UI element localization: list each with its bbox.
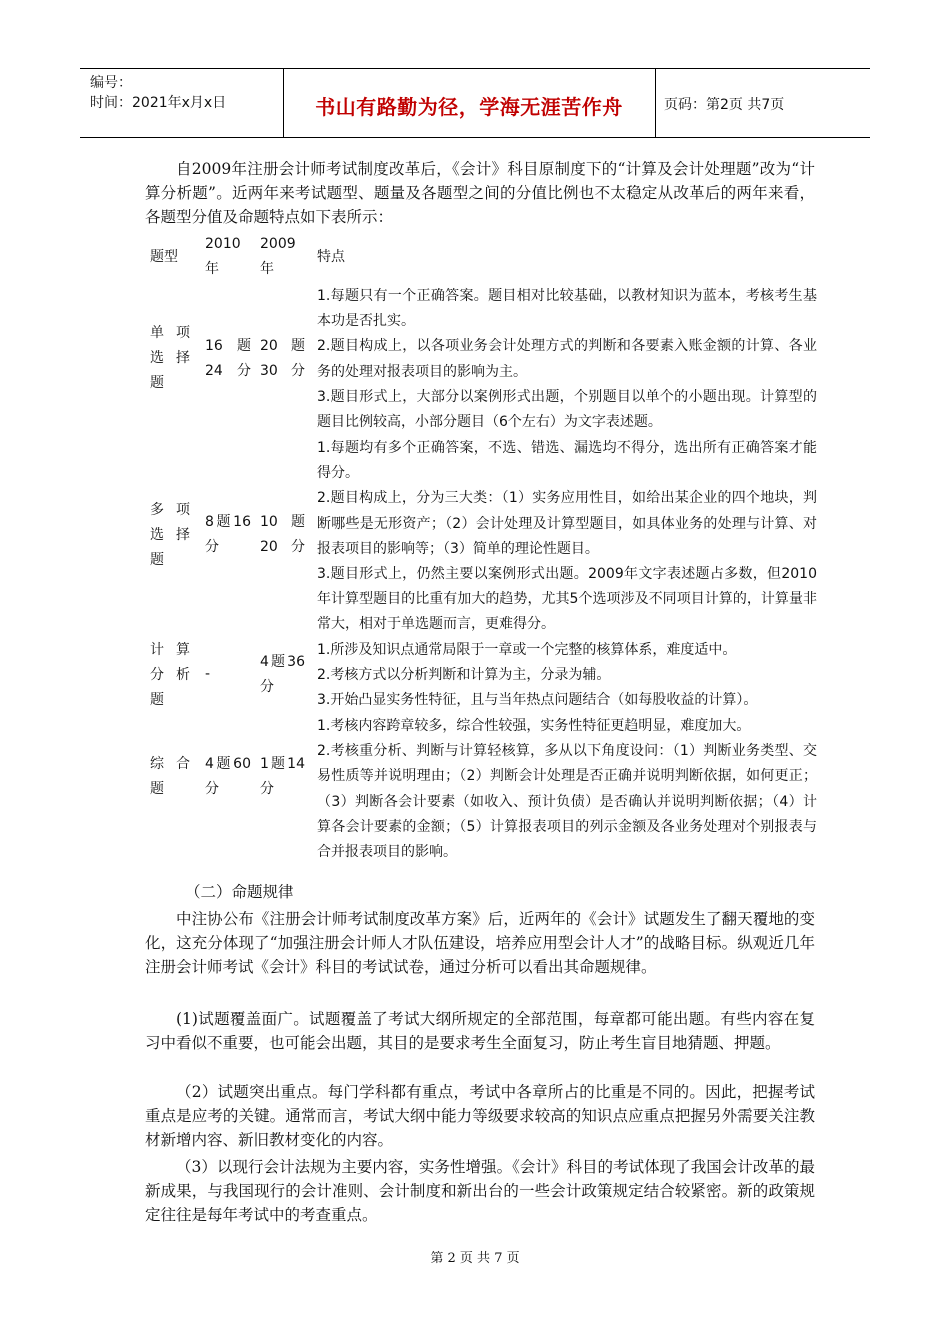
row-2010-value: 16题24分: [205, 338, 251, 379]
row-features: [317, 284, 817, 435]
feature-item: 1.每题只有一个正确答案。题目相对比较基础，以教材知识为蓝本，考核考生基本功是否扎实。: [317, 288, 817, 330]
feature-item: 2.考核方式以分析判断和计算为主，分录为辅。: [317, 667, 611, 684]
table-header-type: 题型: [150, 249, 178, 265]
intro-paragraph: 自2009年注册会计师考试制度改革后，《会计》科目原制度下的“计算及会计处理题”改为“计算分析题”。近两年来考试题型、题量及各题型之间的分值比例也不太稳定从改革后的两年来看，各题型分值及命题特点如下表所示：: [145, 160, 815, 226]
section-title: （二）命题规律: [185, 883, 294, 901]
body-paragraph: （3）以现行会计法规为主要内容，实务性增强。《会计》科目的考试体现了我国会计改革的最新成果，与我国现行的会计准则、会计制度和新出台的一些会计政策规定结合较紧密。新的政策规定往往是每年考试中的考查重点。: [145, 1158, 815, 1224]
table-header-2010: 2010年: [205, 236, 241, 277]
header-meta: [90, 73, 226, 113]
question-type-table: [145, 232, 825, 861]
header-page-number: 页码：第2页 共7页: [664, 97, 785, 113]
row-features: [317, 638, 817, 714]
row-2010-value: 4题60分: [205, 756, 251, 797]
feature-item: 2.考核重分析、判断与计算轻核算，多从以下角度设问：（1）判断业务类型、交易性质等并说明理由；（2）判断会计处理是否正确并说明判断依据，如何更正；（3）判断各会计要素（如收入、预计负债）是否确认并说明判断依据；（4）计算各会计要素的金额；（5）计算报表项目的列示金额及各业务处理对个别报表与合并报表项目的影响。: [317, 743, 817, 861]
feature-item: 1.所涉及知识点通常局限于一章或一个完整的核算体系，难度适中。: [317, 642, 737, 658]
table-row: [145, 714, 825, 866]
document-date-label: 时间：2021年x月x日: [90, 95, 227, 111]
row-2009-value: 4题36分: [260, 654, 305, 695]
table-header-feature: 特点: [317, 249, 345, 265]
row-features: [317, 436, 817, 638]
row-type: 多项选择题: [150, 502, 190, 568]
table-header-2009: 2009年: [260, 236, 296, 277]
header-motto: 书山有路勤为径，学海无涯苦作舟: [315, 95, 623, 119]
row-2009-value: 1题14分: [260, 756, 305, 797]
row-2009-value: 20题30分: [260, 338, 305, 379]
header-divider-right: [655, 69, 656, 137]
feature-item: 1.考核内容跨章较多，综合性较强，实务性特征更趋明显，难度加大。: [317, 718, 751, 734]
table-row: [145, 436, 825, 638]
page-header: [80, 68, 870, 138]
row-2010-value: -: [205, 666, 211, 682]
body-paragraph: 中注协公布《注册会计师考试制度改革方案》后，近两年的《会计》试题发生了翻天覆地的变化，这充分体现了“加强注册会计师人才队伍建设，培养应用型会计人才”的战略目标。纵观近几年注册会计师考试《会计》科目的考试试卷，通过分析可以看出其命题规律。: [145, 910, 815, 976]
table-header-row: [145, 232, 825, 284]
row-type: 综合题: [150, 756, 190, 797]
feature-item: 2.题目构成上，分为三大类：（1）实务应用性目，如给出某企业的四个地块，判断哪些是无形资产；（2）会计处理及计算型题目，如具体业务的处理与计算、对报表项目的影响等；（3）简单的理论性题目。: [317, 490, 817, 557]
feature-item: 1.每题均有多个正确答案，不选、错选、漏选均不得分，选出所有正确答案才能得分。: [317, 440, 817, 482]
table-row: [145, 638, 825, 714]
body-paragraph: （2）试题突出重点。每门学科都有重点，考试中各章所占的比重是不同的。因此，把握考试重点是应考的关键。通常而言，考试大纲中能力等级要求较高的知识点应重点把握另外需要关注教材新增内容、新旧教材变化的内容。: [145, 1083, 815, 1149]
row-type: 计算分析题: [150, 642, 190, 708]
feature-item: 2.题目构成上，以各项业务会计处理方式的判断和各要素入账金额的计算、各业务的处理对报表项目的影响为主。: [317, 338, 817, 380]
feature-item: 3.题目形式上，仍然主要以案例形式出题。2009年文字表述题占多数，但2010年计算型题目的比重有加大的趋势，尤其5个选项涉及不同项目计算的，计算量非常大，相对于单选题而言，更难得分。: [317, 566, 817, 633]
row-2009-value: 10题20分: [260, 514, 305, 555]
page-footer: 第 2 页 共 7 页: [430, 1251, 520, 1266]
feature-item: 3.题目形式上，大部分以案例形式出题，个别题目以单个的小题出现。计算型的题目比例较高，小部分题目（6个左右）为文字表述题。: [317, 388, 817, 431]
body-paragraph: (1)试题覆盖面广。试题覆盖了考试大纲所规定的全部范围，每章都可能出题。有些内容在复习中看似不重要，也可能会出题，其目的是要求考生全面复习，防止考生盲目地猜题、押题。: [145, 1010, 815, 1052]
row-type: 单项选择题: [150, 325, 190, 391]
row-2010-value: 8题16分: [205, 514, 251, 555]
document-number-label: 编号：: [90, 75, 132, 91]
table-row: [145, 284, 825, 436]
row-features: [317, 714, 817, 865]
feature-item: 3.开始凸显实务性特征，且与当年热点问题结合（如每股收益的计算）。: [317, 692, 758, 709]
